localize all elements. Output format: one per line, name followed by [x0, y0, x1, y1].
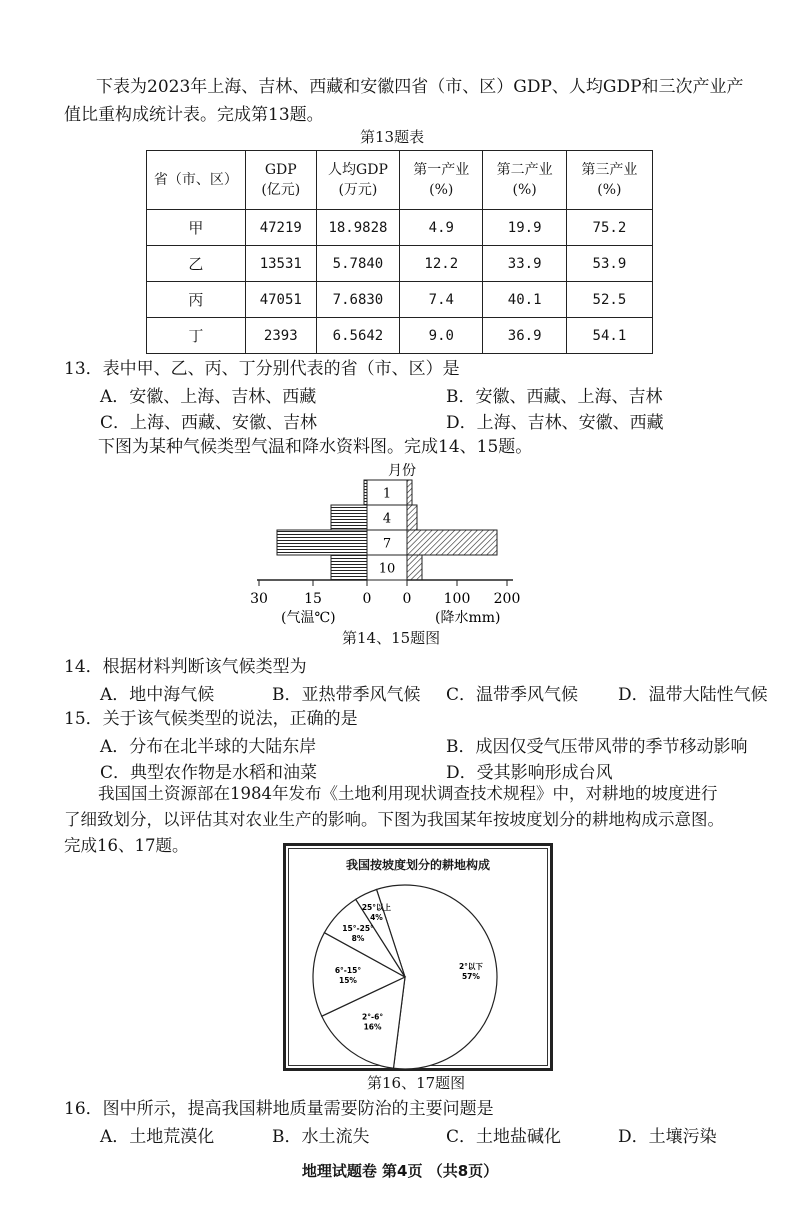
temp-tick-label: 0 [362, 591, 372, 607]
month-label: 4 [382, 511, 392, 527]
temperature-bar [364, 480, 367, 505]
q13-option-c[interactable]: C．上海、西藏、安徽、吉林 [100, 413, 318, 433]
cell-per-gdp: 5.7840 [316, 246, 399, 282]
col-header-line1: GDP [264, 162, 297, 178]
col-header [400, 151, 483, 210]
cell-primary: 12.2 [400, 246, 483, 282]
temperature-bar [331, 505, 367, 530]
cell-primary: 7.4 [400, 282, 483, 318]
intro13-line2: 值比重构成统计表。完成第13题。 [64, 105, 324, 125]
month-label: 7 [382, 536, 392, 552]
precipitation-bar [407, 530, 497, 555]
intro16-line3: 完成16、17题。 [64, 836, 189, 855]
table-row [147, 246, 653, 282]
table-row [147, 210, 653, 246]
col-header-line2: (%) [597, 182, 622, 198]
cell-per-gdp: 18.9828 [316, 210, 399, 246]
intro14: 下图为某种气候类型气温和降水资料图。完成14、15题。 [98, 437, 533, 457]
precip-axis-label: (降水mm) [435, 610, 501, 626]
q15-option-a[interactable]: A．分布在北半球的大陆东岸 [100, 737, 317, 757]
table-row [147, 282, 653, 318]
intro16-line1: 我国国土资源部在1984年发布《土地利用现状调查技术规程》中，对耕地的坡度进行 [98, 784, 718, 803]
cell-tertiary: 52.5 [566, 282, 652, 318]
pie-chart-caption: 第16、17题图 [367, 1074, 466, 1092]
pie-slice-label: 15°-25° [342, 923, 374, 933]
q16-option-c[interactable]: C．土地盐碱化 [446, 1127, 562, 1147]
pie-chart-frame [283, 843, 553, 1071]
month-label: 1 [382, 486, 392, 502]
q13-stem: 13．表中甲、乙、丙、丁分别代表的省（市、区）是 [64, 359, 460, 379]
col-header [147, 151, 246, 210]
q13-option-a[interactable]: A．安徽、上海、吉林、西藏 [100, 387, 317, 407]
col-header-line2: (%) [512, 182, 537, 198]
month-axis-title: 月份 [388, 463, 416, 479]
q14-option-b[interactable]: B．亚热带季风气候 [272, 685, 421, 705]
cell-secondary: 33.9 [483, 246, 566, 282]
cell-per-gdp: 6.5642 [316, 318, 399, 354]
pie-slice-label: 2°-6° [362, 1012, 384, 1022]
temp-tick-label: 30 [250, 591, 268, 607]
q15-stem: 15．关于该气候类型的说法，正确的是 [64, 709, 358, 729]
table13-caption: 第13题表 [360, 128, 425, 146]
cell-tertiary: 54.1 [566, 318, 652, 354]
q15-option-d[interactable]: D．受其影响形成台风 [446, 763, 613, 783]
col-header-line1: 人均GDP [328, 162, 388, 178]
cell-tertiary: 53.9 [566, 246, 652, 282]
table-row [147, 318, 653, 354]
precipitation-bar [407, 480, 412, 505]
row-name: 丙 [147, 282, 246, 318]
q13-option-d[interactable]: D．上海、吉林、安徽、西藏 [446, 413, 664, 433]
col-header-line1: 第二产业 [496, 162, 553, 178]
intro13-line1: 下表为2023年上海、吉林、西藏和安徽四省（市、区）GDP、人均GDP和三次产业产 [96, 77, 744, 97]
page-footer: 地理试题卷 第4页 （共8页） [301, 1162, 499, 1180]
col-header [245, 151, 316, 210]
climate-chart [250, 458, 525, 630]
q14-option-c[interactable]: C．温带季风气候 [446, 685, 579, 705]
temp-axis-label: (气温℃) [281, 610, 336, 626]
col-header-line1: 省（市、区） [153, 172, 238, 188]
cell-tertiary: 75.2 [566, 210, 652, 246]
q14-option-a[interactable]: A．地中海气候 [100, 685, 215, 705]
pie-slice-label: 6°-15° [334, 966, 362, 976]
month-label: 10 [378, 561, 396, 577]
q16-option-d[interactable]: D．土壤污染 [618, 1127, 717, 1147]
pie-slice-percent: 8% [351, 933, 365, 943]
table-header-row [147, 151, 653, 210]
cell-secondary: 19.9 [483, 210, 566, 246]
pie-chart [286, 846, 544, 1062]
intro16-line2: 了细致划分，以评估其对农业生产的影响。下图为我国某年按坡度划分的耕地构成示意图。 [64, 810, 724, 829]
row-name: 乙 [147, 246, 246, 282]
pie-slice-percent: 4% [370, 913, 383, 923]
precip-tick-label: 100 [443, 591, 471, 607]
col-header [316, 151, 399, 210]
cell-secondary: 36.9 [483, 318, 566, 354]
q14-stem: 14．根据材料判断该气候类型为 [64, 657, 307, 677]
precipitation-bar [407, 555, 422, 580]
precip-tick-label: 200 [493, 591, 521, 607]
col-header-line2: (万元) [338, 182, 378, 198]
pie-slice-percent: 16% [363, 1022, 382, 1032]
row-name: 丁 [147, 318, 246, 354]
temp-tick-label: 15 [304, 591, 322, 607]
q15-option-c[interactable]: C．典型农作物是水稻和油菜 [100, 763, 318, 783]
cell-primary: 4.9 [400, 210, 483, 246]
climate-chart-caption: 第14、15题图 [342, 629, 441, 647]
cell-primary: 9.0 [400, 318, 483, 354]
pie-slice-percent: 15% [339, 976, 357, 986]
col-header [483, 151, 566, 210]
pie-slice-label: 25°以上 [361, 903, 392, 913]
q14-option-d[interactable]: D．温带大陆性气候 [618, 685, 768, 705]
cell-per-gdp: 7.6830 [316, 282, 399, 318]
col-header-line1: 第一产业 [413, 162, 470, 178]
q16-option-b[interactable]: B．水土流失 [272, 1127, 370, 1147]
gdp-table [146, 150, 653, 354]
cell-gdp: 2393 [245, 318, 316, 354]
precip-tick-label: 0 [402, 591, 412, 607]
pie-slice-label: 2°以下 [458, 961, 483, 971]
q16-stem: 16．图中所示，提高我国耕地质量需要防治的主要问题是 [64, 1099, 494, 1119]
q13-option-b[interactable]: B．安徽、西藏、上海、吉林 [446, 387, 663, 407]
col-header-line2: (亿元) [261, 182, 301, 198]
cell-gdp: 13531 [245, 246, 316, 282]
cell-gdp: 47219 [245, 210, 316, 246]
temperature-bar [331, 555, 367, 580]
bars-group [277, 480, 497, 580]
col-header [566, 151, 652, 210]
row-name: 甲 [147, 210, 246, 246]
pie-slice-percent: 57% [461, 971, 480, 981]
ticks-group [250, 580, 520, 607]
precipitation-bar [407, 505, 417, 530]
q15-option-b[interactable]: B．成因仅受气压带风带的季节移动影响 [446, 737, 748, 757]
q16-option-a[interactable]: A．土地荒漠化 [100, 1127, 215, 1147]
col-header-line1: 第三产业 [581, 162, 638, 178]
pie-chart-title: 我国按坡度划分的耕地构成 [345, 858, 490, 872]
temperature-bar [277, 530, 367, 555]
col-header-line2: (%) [429, 182, 454, 198]
cell-gdp: 47051 [245, 282, 316, 318]
cell-secondary: 40.1 [483, 282, 566, 318]
